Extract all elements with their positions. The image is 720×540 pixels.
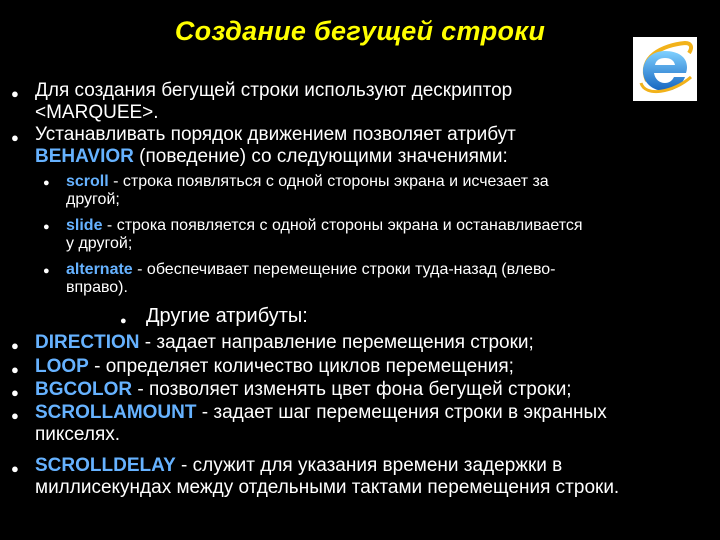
bullet-icon: ●: [120, 315, 127, 327]
list-item: [35, 124, 655, 168]
item-text-line2: другой;: [66, 191, 120, 208]
item-text: - задает шаг перемещения строки в экранных: [196, 402, 607, 423]
keyword: slide: [66, 217, 103, 234]
keyword: BEHAVIOR: [35, 146, 134, 167]
item-text: - задает направление перемещения строки;: [139, 332, 534, 353]
list-item: [35, 356, 715, 378]
item-text-line2: миллисекундах между отдельными тактами перемещения строки.: [35, 477, 620, 498]
item-text: - определяет количество циклов перемещения;: [88, 356, 514, 377]
item-text: - строка появляется с одной стороны экрана и останавливается: [102, 217, 583, 234]
internet-explorer-icon: [633, 37, 697, 101]
keyword: SCROLLAMOUNT: [35, 402, 197, 423]
list-item: [35, 332, 715, 354]
bullet-icon: ●: [43, 265, 50, 277]
item-text: - служит для указания времени задержки в: [175, 455, 563, 476]
list-item: [66, 173, 716, 209]
bullet-icon: ●: [43, 177, 50, 189]
list-item: [66, 261, 716, 297]
bullet-icon: ●: [11, 408, 19, 423]
item-text-rest: (поведение) со следующими значениями:: [133, 146, 508, 167]
bullet-icon: ●: [11, 338, 19, 353]
bullet-icon: ●: [11, 362, 19, 377]
keyword: alternate: [66, 261, 133, 278]
item-text: - строка появляться с одной стороны экрана и исчезает за: [108, 173, 549, 190]
keyword: LOOP: [35, 356, 89, 377]
keyword: scroll: [66, 173, 109, 190]
list-item: [35, 379, 715, 401]
keyword: BGCOLOR: [35, 379, 133, 400]
bullet-icon: ●: [11, 461, 19, 476]
bullet-icon: ●: [11, 385, 19, 400]
slide-title: Создание бегущей строки: [174, 16, 546, 46]
item-text: Для создания бегущей строки используют дескриптор: [35, 80, 513, 101]
list-item: [35, 455, 720, 499]
subheading: Другие атрибуты:: [146, 305, 308, 327]
list-item: [66, 217, 720, 253]
bullet-icon: ●: [11, 130, 19, 145]
item-text-line2: <MARQUEE>.: [35, 102, 159, 123]
list-item: [35, 80, 635, 124]
bullet-icon: ●: [43, 221, 50, 233]
item-text: - позволяет изменять цвет фона бегущей строки;: [132, 379, 572, 400]
item-text-line2: у другой;: [66, 235, 133, 252]
keyword: SCROLLDELAY: [35, 455, 176, 476]
list-item: [35, 402, 715, 446]
item-text-line2: вправо).: [66, 279, 128, 296]
keyword: DIRECTION: [35, 332, 140, 353]
item-text: - обеспечивает перемещение строки туда-назад (влево-: [132, 261, 556, 278]
item-text-line2: пикселях.: [35, 424, 121, 445]
bullet-icon: ●: [11, 86, 19, 101]
item-text: Устанавливать порядок движением позволяет атрибут: [35, 124, 516, 145]
